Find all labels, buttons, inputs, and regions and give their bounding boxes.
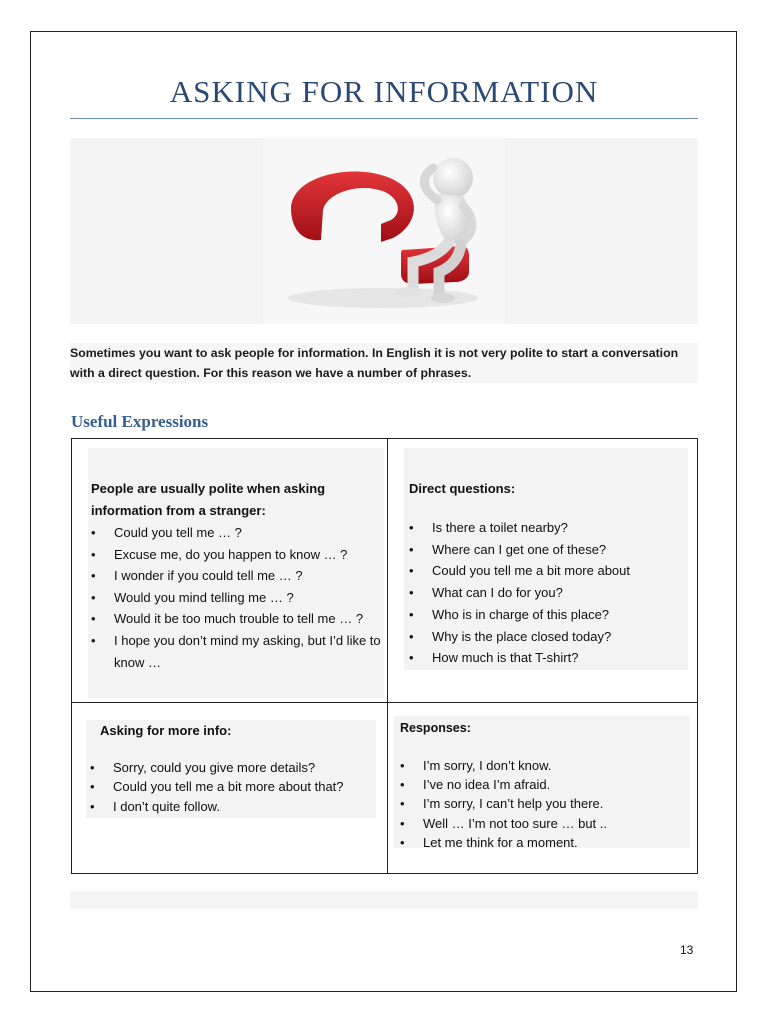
table-divider-vertical: [387, 438, 388, 874]
cell-heading: People are usually polite when asking information from a stranger:: [91, 481, 326, 518]
page-title: ASKING FOR INFORMATION: [169, 74, 599, 109]
list-item: • I’ve no idea I’m afraid.: [400, 775, 690, 794]
list-item: • I don’t quite follow.: [90, 797, 380, 816]
list-item: • Excuse me, do you happen to know … ?: [91, 544, 381, 566]
list-item: • Well … I’m not too sure … but ..: [400, 814, 690, 833]
cell-heading: Asking for more info:: [100, 723, 232, 738]
section-heading: Useful Expressions: [71, 412, 209, 431]
list-item: • Sorry, could you give more details?: [90, 758, 380, 777]
table-divider-horizontal: [71, 702, 698, 703]
footer-band: [70, 891, 698, 909]
cell-heading: Direct questions:: [409, 481, 516, 496]
cell-heading: Responses:: [400, 721, 471, 735]
list-item: • Why is the place closed today?: [409, 626, 689, 648]
list-item: • Who is in charge of this place?: [409, 604, 689, 626]
list-item: • I wonder if you could tell me … ?: [91, 565, 381, 587]
list-item: • I’m sorry, I can’t help you there.: [400, 794, 690, 813]
page-number: 13: [680, 943, 694, 957]
cell-polite-expressions: [91, 478, 381, 673]
list-item: • Is there a toilet nearby?: [409, 517, 689, 539]
intro-paragraph: Sometimes you want to ask people for information. In English it is not very polite to start a conversation with a direct question. For this reason we have a number of phrases.: [70, 343, 698, 383]
thinking-figure-question-mark-icon: [263, 138, 505, 324]
cell-direct-questions: [409, 478, 689, 669]
expression-list: [400, 756, 690, 852]
cell-more-info: [90, 720, 380, 816]
title-rule: [70, 118, 698, 119]
list-item: • Could you tell me a bit more about: [409, 560, 689, 582]
list-item: • Would it be too much trouble to tell me … ?: [91, 608, 381, 630]
list-item: • I’m sorry, I don’t know.: [400, 756, 690, 775]
list-item: • Would you mind telling me … ?: [91, 587, 381, 609]
list-item: • Let me think for a moment.: [400, 833, 690, 852]
expression-list: [409, 517, 689, 669]
list-item: • Could you tell me … ?: [91, 522, 381, 544]
list-item: • How much is that T-shirt?: [409, 647, 689, 669]
list-item: • I hope you don’t mind my asking, but I’d like to know …: [91, 630, 381, 673]
expression-list: [90, 758, 380, 816]
expression-list: [91, 522, 381, 673]
list-item: • Where can I get one of these?: [409, 539, 689, 561]
list-item: • What can I do for you?: [409, 582, 689, 604]
list-item: • Could you tell me a bit more about that?: [90, 777, 380, 796]
cell-responses: [400, 717, 690, 852]
